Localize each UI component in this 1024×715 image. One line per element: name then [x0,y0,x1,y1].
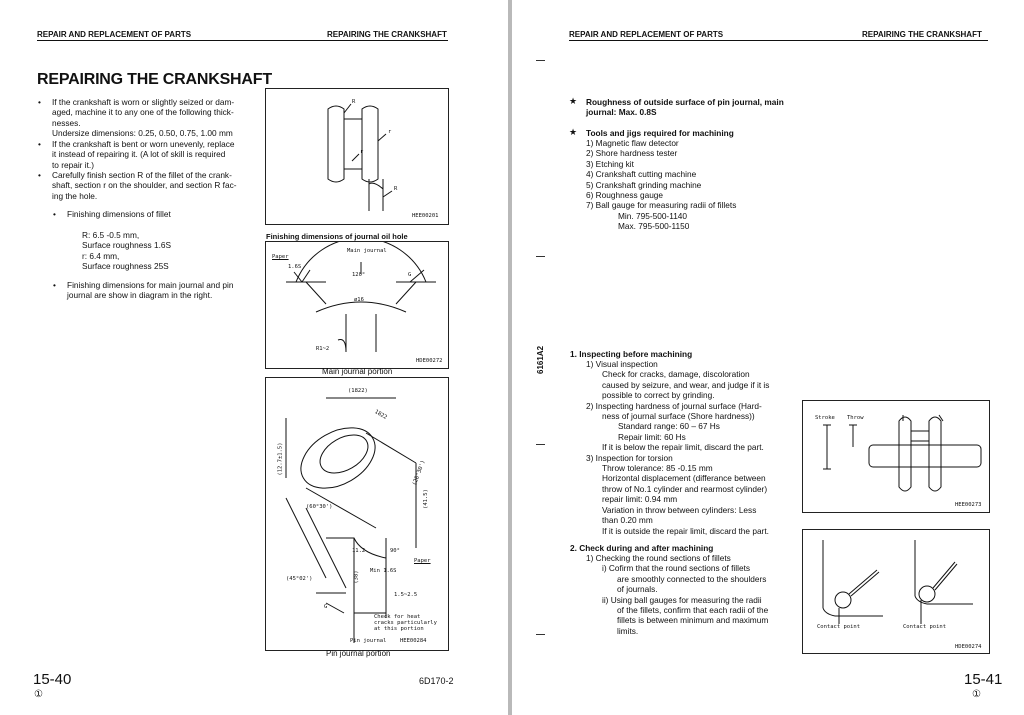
dim-label: (45°02') [286,576,313,582]
figure-code: HDE00274 [955,644,982,650]
dim-label: 1.5~2.5 [394,592,418,598]
bullet-fillet: • Finishing dimensions of fillet [53,209,171,219]
bullet-worn: • If the crankshaft is worn or slightly seized or dam- aged, machine it to any one of the following thick- nesses. Undersize dimensions: 0.25, 0.50, 0.75, 1.00 mm [38,97,235,139]
tools-title: Tools and jigs required for machining [586,128,734,138]
revision-mark: ① [34,689,43,700]
dim-label: (1822) [348,388,368,394]
line: aged, machine it to any one of the following thick- [52,107,234,118]
figure-title: Finishing dimensions of journal oil hole [266,232,408,241]
line: If the crankshaft is worn or slightly seized or dam- [52,97,235,107]
tool-item: 1) Magnetic flaw detector [586,138,679,148]
main-journal-diagram [266,242,448,368]
check-note [374,614,437,632]
bullet-journal: • Finishing dimensions for main journal and pin journal are show in diagram in the right. [53,280,234,301]
dim-label: 1822 [373,409,388,421]
margin-mark [536,60,545,61]
line: than 0.20 mm [602,515,653,526]
line: Standard range: 60 – 67 Hs [618,421,720,432]
pin-journal-label: Pin journal [350,638,387,644]
line: If it is outside the repair limit, discard the part. [602,525,769,536]
angle-label: 120° [352,272,366,278]
fillet-diagram [266,89,448,224]
line: throw of No.1 cylinder and rearmost cylinder) [602,483,768,494]
diameter-label: ø16 [354,297,364,303]
line: 1) Checking the round sections of fillets [586,553,731,563]
figure-code: HDE00272 [416,358,443,364]
line: limits. [617,625,639,636]
line: possible to correct by grinding. [602,390,715,401]
contact-point-label: Contact point [817,624,861,630]
line: Repair limit: 60 Hs [618,431,686,442]
star-icon: ★ [569,127,578,137]
line: Undersize dimensions: 0.25, 0.50, 0.75, 1.00 mm [52,128,233,139]
model-code: 6D170-2 [419,676,454,686]
dim-label: (41.5) [422,489,429,509]
figure-fillet: R r r R HEE00201 [265,88,449,225]
dim-label: (12.7±1.5) [277,442,284,476]
figure-contact [802,529,990,654]
margin-mark [536,444,545,445]
ball-gauge-max: Max. 795-500-1150 [618,221,690,232]
section-1-body [586,359,769,536]
r-label: R1~2 [316,346,330,352]
page-number: 15-40 [33,671,72,688]
fillet-dimensions [82,230,171,272]
line: repair limit: 0.94 mm [602,494,678,505]
tool-item: 4) Crankshaft cutting machine [586,169,697,180]
section-2-title: 2. Check during and after machining [570,543,714,553]
line: Finishing dimensions of fillet [67,209,171,219]
g-label: G [408,272,412,278]
g-label: G [324,604,328,610]
side-code: 6161A2 [536,345,545,374]
tool-item: 7) Ball gauge for measuring radii of fillets [586,200,737,211]
line: shaft, section r on the shoulder, and section R fac- [52,180,237,191]
tools-list [586,138,736,232]
header-right: REPAIRING THE CRANKSHAFT [862,30,982,39]
figure-code: HEE00284 [400,638,427,644]
line: Check for heat [374,614,421,620]
page-number: 15-41 [964,671,1003,688]
stroke-label: Stroke [815,415,835,421]
line: journal are show in diagram in the right. [67,290,213,301]
line: Variation in throw between cylinders: Less [602,504,757,515]
tool-item: 3) Etching kit [586,158,634,169]
dim-label: (28°30') [411,459,427,487]
dim-label: Min 1.6S [370,568,397,574]
figure-code: HEE00201 [412,213,439,219]
line: Carefully finish section R of the fillet of the crank- [52,170,232,180]
line: fillets is between minimum and maximum [617,615,769,626]
revision-mark: ① [972,689,981,700]
tool-item: 5) Crankshaft grinding machine [586,179,702,190]
line: caused by seizure, and wear, and judge if it is [602,379,770,390]
left-page [0,0,508,715]
margin-mark [536,634,545,635]
main-journal-label: Main journal [347,248,387,254]
line: Check for cracks, damage, discoloration [602,369,750,380]
figure-main-journal [265,241,449,369]
header-left: REPAIR AND REPLACEMENT OF PARTS [569,30,724,39]
dim-label: (60°30') [306,504,333,510]
line: Finishing dimensions for main journal and pin [67,280,234,290]
figure-pin-journal [265,377,449,651]
section-1-title: 1. Inspecting before machining [570,349,693,359]
tool-item: 2) Shore hardness tester [586,148,678,159]
header-right: REPAIRING THE CRANKSHAFT [327,30,447,39]
paper-label: Paper [272,254,289,260]
figure-caption: Pin journal portion [326,649,391,658]
line: cracks particularly [374,620,437,626]
line: of journals. [617,584,658,595]
line: Throw tolerance: 85 -0.15 mm [602,463,713,474]
line: 1) Visual inspection [586,359,658,369]
roughness-spec [586,97,784,118]
page-title: REPAIRING THE CRANKSHAFT [37,71,272,88]
line: Surface roughness 25S [82,261,169,272]
line: ing the hole. [52,190,98,201]
line: of the fillets, confirm that each radii of the [617,605,769,616]
line: If it is below the repair limit, discard the part. [602,442,764,453]
figure-throw [802,400,990,513]
figure-code: HEE00273 [955,502,982,508]
line: nesses. [52,117,81,128]
contact-diagram [803,530,989,653]
line: i) Cofirm that the round sections of fillets [602,563,751,574]
line: Roughness of outside surface of pin journal, main [586,97,784,107]
header-rule [569,40,988,41]
margin-mark [536,256,545,257]
header-rule [37,40,448,41]
pin-journal-diagram [266,378,448,650]
line: 3) Inspection for torsion [586,452,673,463]
roughness-label: 1.6S [288,264,302,270]
line: R: 6.5 -0.5 mm, [82,230,140,240]
line: it instead of repairing it. (A lot of skill is required [52,149,226,160]
right-page [512,0,1024,715]
line: If the crankshaft is bent or worn unevenly, replace [52,139,235,149]
contact-point-label: Contact point [903,624,947,630]
header-left: REPAIR AND REPLACEMENT OF PARTS [37,30,192,39]
line: at this portion [374,626,424,632]
paper-label: Paper [414,558,431,564]
dim-label: (38) [353,570,360,584]
tool-item: 6) Roughness gauge [586,190,664,201]
line: ii) Using ball gauges for measuring the radii [602,594,762,605]
line: 2) Inspecting hardness of journal surface (Hard- [586,400,762,411]
line: journal: Max. 0.8S [586,107,657,118]
dim-label: 90° [390,548,400,554]
dim-label: 11.2 [352,548,366,554]
line: r: 6.4 mm, [82,250,120,261]
line: Horizontal displacement (differance between [602,473,766,484]
figure-caption: Main journal portion [322,367,393,376]
line: ness of journal surface (Shore hardness)) [602,411,755,422]
section-2-body [586,553,768,636]
star-icon: ★ [569,96,578,106]
line: to repair it.) [52,159,94,170]
line: are smoothly connected to the shoulders [617,573,767,584]
bullet-finish: • Carefully finish section R of the fillet of the crank- shaft, section r on the shoulder, and section R fac- ing the hole. [38,170,237,201]
ball-gauge-min: Min. 795-500-1140 [618,210,688,221]
line: Surface roughness 1.6S [82,240,172,251]
throw-label: Throw [847,415,864,421]
bullet-bent: • If the crankshaft is bent or worn unevenly, replace it instead of repairing it. (A lot of skill is required to repair it.) [38,139,235,170]
